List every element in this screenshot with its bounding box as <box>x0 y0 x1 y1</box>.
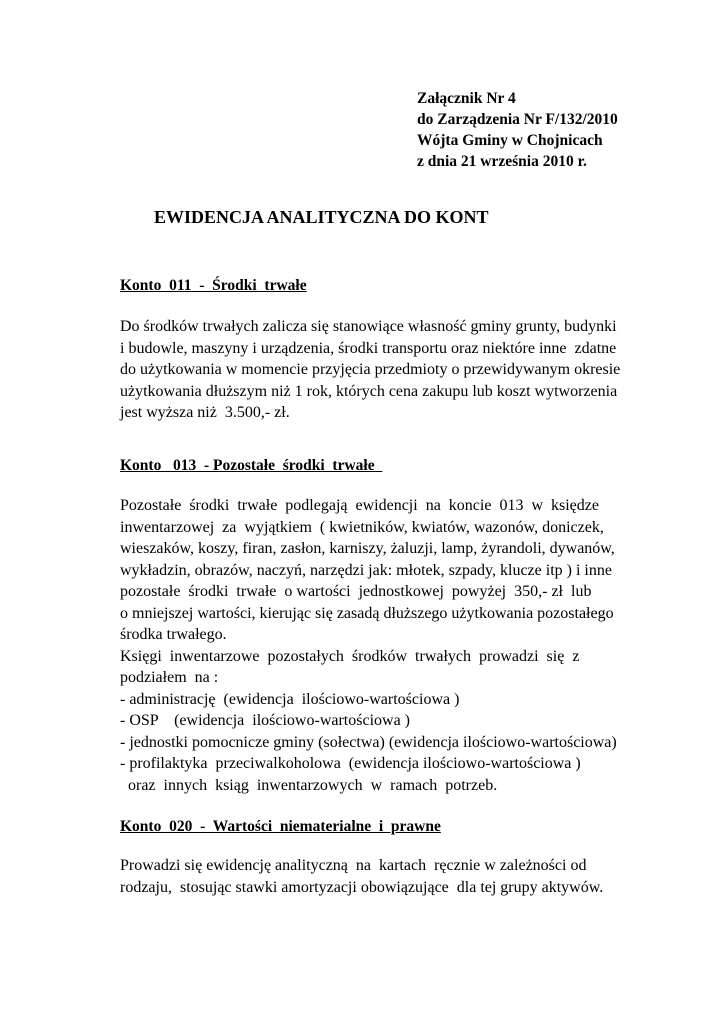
body-line: jest wyższa niż 3.500,- zł. <box>120 404 290 421</box>
section-heading-011: Konto 011 - Środki trwałe <box>120 277 307 294</box>
section-body-011 <box>120 316 660 424</box>
list-item: - administrację (ewidencja ilościowo-wartościowa ) <box>120 690 460 708</box>
body-line: Księgi inwentarzowe pozostałych środków trwałych prowadzi się z <box>120 647 580 665</box>
body-line: wykładzin, obrazów, naczyń, narzędzi jak: młotek, szpady, klucze itp ) i inne <box>120 561 612 579</box>
section-body-013 <box>120 495 660 796</box>
body-line: wieszaków, koszy, firan, zasłon, karniszy, żaluzji, lamp, żyrandoli, dywanów, <box>120 540 615 557</box>
body-line: rodzaju, stosując stawki amortyzacji obowiązujące dla tej grupy aktywów. <box>120 878 604 896</box>
body-line: do użytkowania w momencie przyjęcia przedmioty o przewidywanym okresie <box>120 361 621 378</box>
header-date: z dnia 21 września 2010 r. <box>417 153 587 170</box>
body-line: podziałem na : <box>120 669 219 686</box>
body-line: o mniejszej wartości, kierując się zasadą dłuższego użytkowania pozostałego <box>120 604 614 622</box>
document-header <box>417 88 618 172</box>
body-line: i budowle, maszyny i urządzenia, środki transportu oraz niektóre inne zdatne <box>120 339 617 357</box>
body-line: pozostałe środki trwałe o wartości jednostkowej powyżej 350,- zł lub <box>120 583 592 600</box>
section-heading-020: Konto 020 - Wartości niematerialne i prawne <box>120 818 441 835</box>
list-item: - OSP (ewidencja ilościowo-wartościowa ) <box>120 712 410 729</box>
document-title: EWIDENCJA ANALITYCZNA DO KONT <box>154 207 489 227</box>
header-ordinance-ref: do Zarządzenia Nr F/132/2010 <box>417 111 618 128</box>
header-issuer: Wójta Gminy w Chojnicach <box>417 132 603 149</box>
body-line: środka trwałego. <box>120 626 227 643</box>
body-line: użytkowania dłuższym niż 1 rok, których cena zakupu lub koszt wytworzenia <box>120 382 618 400</box>
section-heading-013: Konto 013 - Pozostałe środki trwałe <box>120 457 383 474</box>
body-line: Pozostałe środki trwałe podlegają ewidencji na koncie 013 w księdze <box>120 497 599 514</box>
header-annex-number: Załącznik Nr 4 <box>417 90 516 107</box>
section-body-020 <box>120 855 660 898</box>
body-line: Prowadzi się ewidencję analityczną na kartach ręcznie w zależności od <box>120 857 587 874</box>
list-item: - profilaktyka przeciwalkoholowa (ewidencja ilościowo-wartościowa ) <box>120 755 581 772</box>
body-line: Do środków trwałych zalicza się stanowiące własność gminy grunty, budynki <box>120 318 617 335</box>
body-line: inwentarzowej za wyjątkiem ( kwietników, kwiatów, wazonów, doniczek, <box>120 518 604 536</box>
list-item: oraz innych ksiąg inwentarzowych w ramach potrzeb. <box>120 776 498 794</box>
list-item: - jednostki pomocnicze gminy (sołectwa) (ewidencja ilościowo-wartościowa) <box>120 733 617 751</box>
